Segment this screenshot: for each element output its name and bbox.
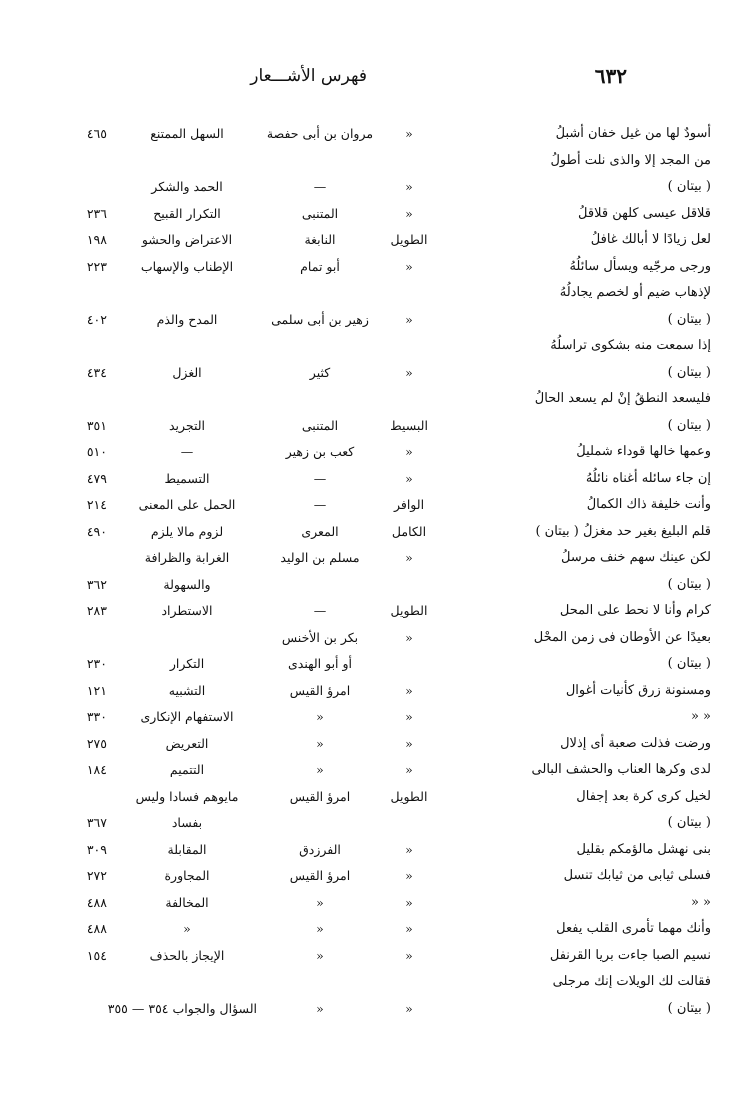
index-row — [0, 226, 747, 253]
verse-cell: ( بيتان ) — [667, 179, 711, 194]
index-row — [0, 942, 747, 969]
page-ref-cell: ٤٣٤ — [86, 364, 107, 380]
meter-cell: « — [405, 762, 413, 777]
meter-cell: « — [405, 550, 413, 565]
topic-cell: الاستطراد — [161, 603, 213, 618]
topic-cell: — — [180, 444, 194, 459]
verse-cell: وعمها خالها قوداء شمليلُ — [576, 444, 711, 459]
poet-cell: المتنبى — [301, 205, 339, 221]
index-row — [0, 544, 747, 571]
verse-cell: إن جاء سائله أغناه نائلُهُ — [585, 470, 711, 486]
poet-cell: المعرى — [301, 523, 339, 539]
index-row — [0, 889, 747, 916]
topic-cell: الاعتراض والحشو — [141, 232, 233, 247]
topic-cell: السؤال والجواب ٣٥٤ — ٣٥٥ — [107, 1000, 257, 1016]
meter-cell: البسيط — [390, 417, 428, 433]
topic-cell: المقابلة — [167, 841, 207, 857]
page-ref-cell: ٢٧٥ — [86, 735, 107, 751]
page-ref-cell: ٣٣٠ — [86, 709, 107, 724]
page-ref-cell: ٤٦٥ — [86, 126, 107, 141]
poet-cell: « — [316, 947, 324, 963]
topic-cell: الإيجاز بالحذف — [149, 947, 225, 963]
topic-cell: التسميط — [164, 470, 210, 486]
index-row — [0, 120, 747, 147]
page-ref-cell: ٤٨٨ — [86, 921, 107, 936]
page-ref-cell: ٣٦٢ — [86, 576, 107, 592]
poet-cell: « — [316, 1000, 324, 1016]
topic-cell: التتميم — [169, 762, 205, 777]
topic-cell: الغرابة والظرافة — [144, 550, 230, 565]
poet-cell: كعب بن زهير — [285, 444, 355, 459]
index-row — [0, 332, 747, 359]
verse-cell: ( بيتان ) — [667, 417, 711, 433]
verse-cell: لإذهاب ضيم أو لخصم يجادلُهُ — [559, 285, 711, 300]
poetry-index-table — [0, 120, 747, 1021]
index-row — [0, 279, 747, 306]
page-ref-cell: ٢٣٦ — [86, 205, 107, 221]
poet-cell: — — [313, 179, 327, 194]
page-ref-cell: ٣٠٩ — [86, 841, 107, 857]
poet-cell: « — [316, 894, 324, 910]
page-ref-cell: ٤٠٢ — [86, 311, 107, 327]
meter-cell: الوافر — [393, 497, 425, 512]
verse-cell: ( بيتان ) — [667, 311, 711, 327]
topic-cell: التعريض — [165, 735, 209, 751]
meter-cell: « — [405, 179, 413, 194]
verse-cell: قلاقل عيسى كلهن قلاقلُ — [578, 205, 711, 221]
topic-cell: « — [183, 921, 191, 936]
verse-cell: ( بيتان ) — [667, 1000, 711, 1016]
poet-cell: مسلم بن الوليد — [280, 550, 360, 565]
poet-cell: المتنبى — [301, 417, 339, 433]
poet-cell: « — [316, 735, 324, 751]
index-row — [0, 677, 747, 704]
poet-cell: امرؤ القيس — [289, 682, 351, 698]
index-row — [0, 783, 747, 810]
page-ref-cell: ٢٢٣ — [86, 258, 107, 274]
poet-cell: — — [313, 470, 327, 486]
page-ref-cell: ٣٥١ — [86, 417, 107, 433]
page-ref-cell: ١٨٤ — [86, 762, 107, 777]
index-row — [0, 571, 747, 598]
page-ref-cell: ٢٨٣ — [86, 603, 107, 618]
page-header — [0, 64, 747, 94]
index-row — [0, 650, 747, 677]
meter-cell: « — [405, 205, 413, 221]
verse-cell: ( بيتان ) — [667, 576, 711, 592]
verse-cell: لدى وكرها العناب والحشف البالى — [531, 762, 711, 777]
poet-cell: زهير بن أبى سلمى — [271, 311, 369, 327]
meter-cell: الطويل — [390, 788, 428, 804]
page-ref-cell: ٤٨٨ — [86, 894, 107, 910]
page-ref-cell: ١٥٤ — [86, 947, 107, 963]
poet-cell: « — [316, 709, 324, 724]
index-row — [0, 756, 747, 783]
index-row — [0, 200, 747, 227]
topic-cell: لزوم مالا يلزم — [150, 523, 224, 539]
poet-cell: « — [316, 762, 324, 777]
index-row — [0, 809, 747, 836]
poet-cell: — — [313, 497, 327, 512]
meter-cell: « — [405, 947, 413, 963]
index-row — [0, 518, 747, 545]
topic-cell: بفساد — [171, 815, 203, 830]
verse-cell: ورضت فذلت صعبة أى إذلال — [560, 735, 711, 751]
meter-cell: « — [405, 921, 413, 936]
poet-cell: النابغة — [304, 232, 336, 247]
verse-cell: فسلى ثيابى من ثيابك تنسل — [563, 868, 711, 883]
meter-cell: الكامل — [391, 523, 427, 539]
verse-cell: قلم البليغ بغير حد مغزلُ ( بيتان ) — [535, 523, 711, 539]
topic-cell: السهل الممتنع — [150, 126, 224, 141]
topic-cell: التجريد — [168, 417, 206, 433]
index-row — [0, 491, 747, 518]
index-row — [0, 597, 747, 624]
meter-cell: « — [405, 682, 413, 698]
verse-cell: ورجى مرجّيه ويسأل سائلُهُ — [569, 258, 711, 274]
topic-cell: المدح والذم — [156, 311, 218, 327]
meter-cell: « — [405, 709, 413, 724]
topic-cell: الغزل — [172, 364, 202, 380]
page-ref-cell: ٢٧٢ — [86, 868, 107, 883]
verse-cell: من المجد إلا والذى نلت أطولُ — [550, 152, 711, 168]
meter-cell: « — [405, 735, 413, 751]
index-row — [0, 173, 747, 200]
poet-cell: الفرزدق — [299, 841, 341, 857]
verse-cell: « « — [690, 709, 711, 724]
page-ref-cell: ٢٣٠ — [86, 656, 107, 671]
verse-cell: بنى نهشل مالؤمكم بقليل — [576, 841, 711, 857]
meter-cell: « — [405, 894, 413, 910]
meter-cell: « — [405, 258, 413, 274]
topic-cell: التشبيه — [168, 682, 206, 698]
page-ref-cell: ٤٩٠ — [86, 523, 107, 539]
topic-cell: الحمل على المعنى — [138, 497, 236, 512]
meter-cell: « — [405, 629, 413, 645]
page-ref-cell: ١٩٨ — [86, 232, 107, 247]
index-row — [0, 624, 747, 651]
topic-cell: المجاورة — [164, 868, 210, 883]
topic-cell: مايوهم فسادا وليس — [135, 788, 239, 804]
poet-cell: امرؤ القيس — [289, 788, 351, 804]
verse-cell: وأنك مهما تأمرى القلب يفعل — [556, 921, 711, 936]
topic-cell: التكرار القبيح — [153, 205, 221, 221]
page-ref-cell: ٤٧٩ — [86, 470, 107, 486]
page-ref-cell: ٥١٠ — [86, 444, 107, 459]
verse-cell: فقالت لك الويلات إنك مرجلى — [552, 974, 711, 989]
verse-cell: لكن عينك سهم خنف مرسلُ — [561, 550, 711, 565]
poet-cell: بكر بن الأخنس — [281, 629, 359, 645]
index-row — [0, 915, 747, 942]
verse-cell: ومسنونة زرق كأنيات أغوال — [565, 682, 711, 698]
meter-cell: « — [405, 841, 413, 857]
index-row — [0, 862, 747, 889]
index-row — [0, 968, 747, 995]
topic-cell: الإطناب والإسهاب — [140, 258, 234, 274]
page-ref-cell: ١٢١ — [86, 682, 107, 698]
verse-cell: أسودٌ لها من غيل خفان أشبلُ — [555, 126, 711, 141]
poet-cell: أبو تمام — [300, 258, 340, 274]
index-row — [0, 359, 747, 386]
index-row — [0, 438, 747, 465]
topic-cell: والسهولة — [163, 576, 211, 592]
running-title: فهرس الأشـــعار — [250, 66, 367, 86]
verse-cell: إذا سمعت منه بشكوى تراسلُهُ — [550, 338, 711, 353]
verse-cell: لخيل كرى كرة بعد إجفال — [576, 788, 711, 804]
index-row — [0, 836, 747, 863]
verse-cell: ( بيتان ) — [667, 815, 711, 830]
topic-cell: التكرار — [169, 656, 205, 671]
poet-cell: كثير — [309, 364, 331, 380]
index-row — [0, 995, 747, 1022]
meter-cell: الطويل — [390, 232, 428, 247]
meter-cell: « — [405, 364, 413, 380]
page-ref-cell: ٣٦٧ — [86, 815, 107, 830]
poet-cell: امرؤ القيس — [289, 868, 351, 883]
poet-cell: — — [313, 603, 327, 618]
verse-cell: كرام وأنا لا نحط على المحل — [559, 603, 711, 618]
verse-cell: لعل زيادًا لا أبالك غافلُ — [590, 232, 711, 247]
meter-cell: « — [405, 1000, 413, 1016]
meter-cell: « — [405, 444, 413, 459]
verse-cell: ( بيتان ) — [667, 364, 711, 380]
meter-cell: « — [405, 868, 413, 883]
verse-cell: وأنت خليفة ذاك الكمالُ — [586, 497, 711, 512]
poet-cell: « — [316, 921, 324, 936]
index-row — [0, 306, 747, 333]
verse-cell: بعيدًا عن الأوطان فى زمن المحْل — [533, 629, 711, 645]
verse-cell: ( بيتان ) — [667, 656, 711, 671]
index-row — [0, 730, 747, 757]
verse-cell: « « — [690, 894, 711, 910]
index-row — [0, 147, 747, 174]
page-number: ٦٣٢ — [594, 64, 627, 88]
topic-cell: الحمد والشكر — [151, 179, 223, 194]
topic-cell: الاستفهام الإنكارى — [140, 709, 234, 724]
poet-cell: أو أبو الهندى — [287, 656, 353, 671]
index-row — [0, 703, 747, 730]
meter-cell: « — [405, 126, 413, 141]
index-row — [0, 385, 747, 412]
index-row — [0, 253, 747, 280]
page-ref-cell: ٢١٤ — [86, 497, 107, 512]
index-row — [0, 465, 747, 492]
meter-cell: « — [405, 311, 413, 327]
meter-cell: الطويل — [390, 603, 428, 618]
verse-cell: نسيم الصبا جاءت بريا القرنفل — [549, 947, 711, 963]
verse-cell: فليسعد النطقُ إنْ لم يسعد الحالُ — [534, 391, 711, 406]
index-row — [0, 412, 747, 439]
meter-cell: « — [405, 470, 413, 486]
poet-cell: مروان بن أبى حفصة — [266, 126, 374, 141]
topic-cell: المخالفة — [165, 894, 209, 910]
